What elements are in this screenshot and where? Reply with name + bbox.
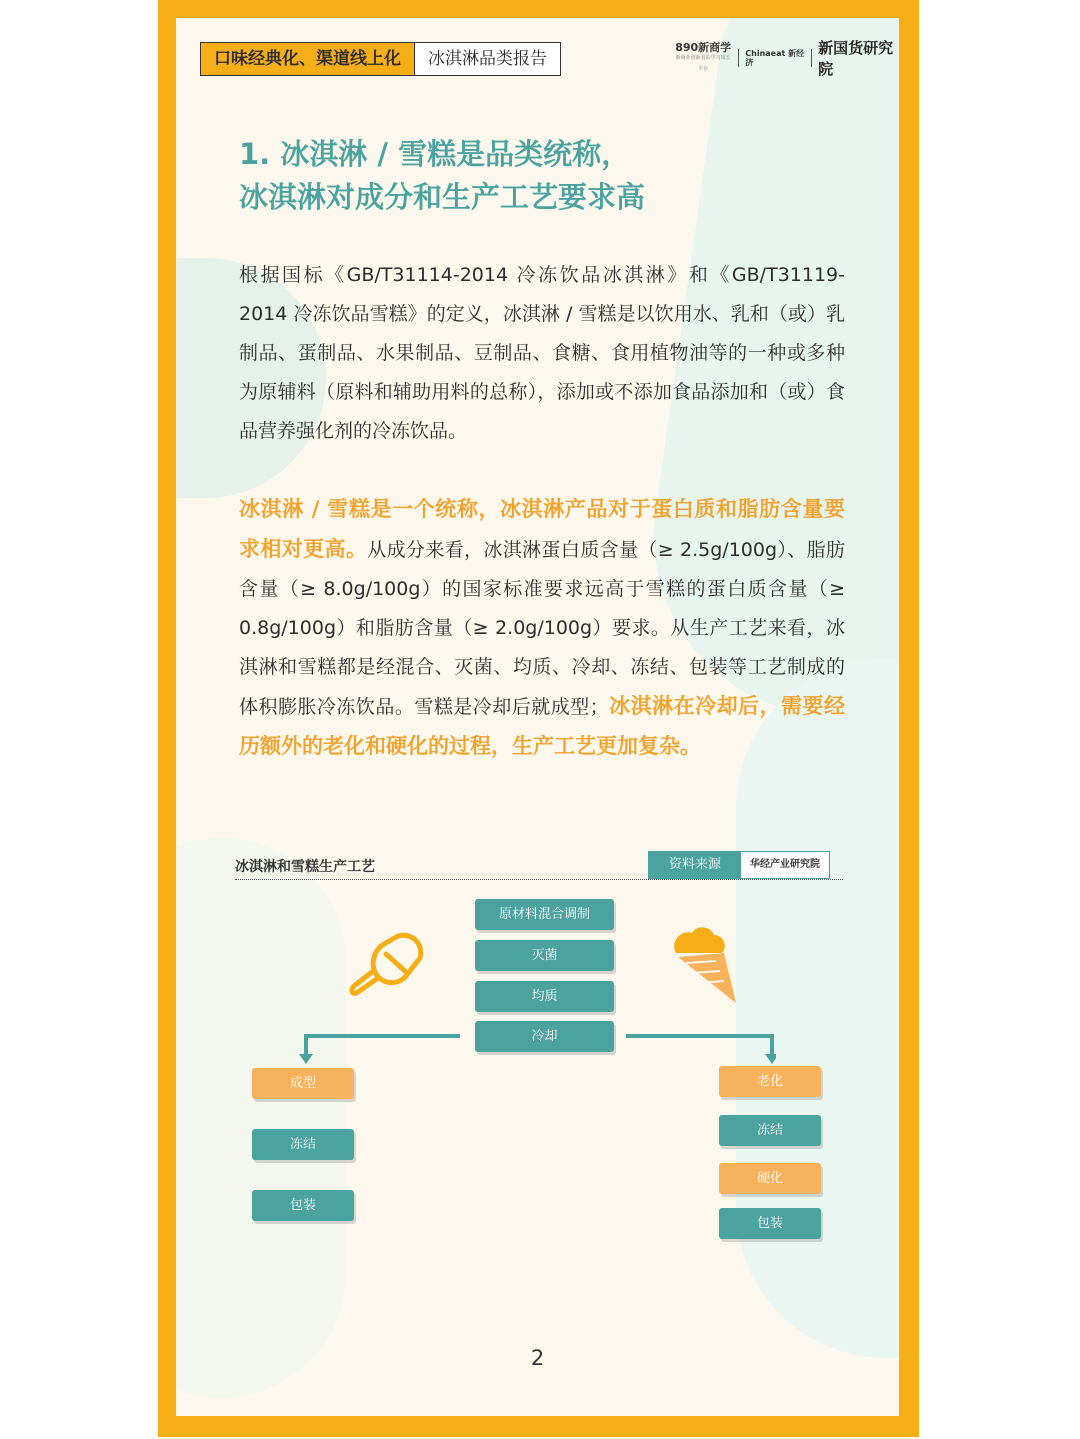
source-value: 华经产业研究院: [741, 852, 829, 878]
popsicle-icon: [346, 928, 426, 1003]
logo-research-institute: 新国货研究院: [818, 39, 894, 78]
logo-890-subtitle: 新商业创新者的学习成长平台: [675, 54, 731, 72]
step-cool: 冷却: [475, 1021, 614, 1052]
source-label: 资料来源: [649, 852, 741, 878]
popsicle-step-package: 包装: [252, 1190, 354, 1221]
icecream-step-harden: 硬化: [719, 1163, 821, 1194]
icecream-step-age: 老化: [719, 1066, 821, 1097]
icecream-step-freeze: 冻结: [719, 1115, 821, 1146]
popsicle-step-shape: 成型: [252, 1068, 354, 1099]
step-mix: 原材料混合调制: [475, 899, 614, 930]
source-badge: [648, 851, 830, 879]
ice-cream-cone-icon: [666, 923, 746, 1013]
page-number: 2: [530, 1346, 545, 1370]
highlight-text: 冰淇淋 / 雪糕是一个统称，冰淇淋产品对于蛋白质和脂肪含量要求相对更高。: [239, 497, 845, 561]
dotted-divider: [235, 879, 843, 880]
partner-logos: [674, 39, 899, 78]
step-sterilize: 灭菌: [475, 940, 614, 971]
section-title-line1: 1. 冰淇淋 / 雪糕是品类统称，: [239, 137, 631, 171]
header-tag-theme: 口味经典化、渠道线上化: [201, 43, 415, 75]
logo-divider: [738, 49, 739, 67]
paragraph-body: 从成分来看，冰淇淋蛋白质含量（≥ 2.5g/100g）、脂肪含量（≥ 8.0g/100g）的国家标准要求远高于雪糕的蛋白质含量（≥ 0.8g/100g）和脂肪含量（≥ 2.0g/100g）要求。从生产工艺来看，冰淇淋和雪糕都是经混合、灭菌、均质、冷却、冻结、包装等工艺制成的体积膨胀冷冻饮品。雪糕是冷却后就成型；: [239, 539, 845, 718]
icecream-step-package: 包装: [719, 1208, 821, 1239]
header-tag-report: 冰淇淋品类报告: [415, 43, 560, 75]
popsicle-step-freeze: 冻结: [252, 1129, 354, 1160]
section-title: [239, 133, 839, 219]
logo-divider: [811, 49, 812, 67]
header-tag: [200, 42, 561, 76]
highlight-text: 冰淇淋在冷却后，需要经历额外的老化和硬化的过程，生产工艺更加复杂。: [239, 694, 845, 758]
logo-890-text: 890新商学: [675, 40, 732, 54]
logo-890: [674, 42, 732, 75]
step-homogenize: 均质: [475, 981, 614, 1012]
diagram-title: 冰淇淋和雪糕生产工艺: [235, 859, 375, 875]
background-shape: [176, 838, 346, 1398]
comparison-paragraph: [239, 490, 845, 767]
logo-chinaeat: Chinaeat 新经济: [745, 49, 805, 67]
report-page: [176, 18, 899, 1416]
definition-paragraph: 根据国标《GB/T31114-2014 冷冻饮品冰淇淋》和《GB/T31119-2014 冷冻饮品雪糕》的定义，冰淇淋 / 雪糕是以饮用水、乳和（或）乳制品、蛋制品、水果制品、豆制品、食糖、食用植物油等的一种或多种为原辅料（原料和辅助用料的总称），添加或不添加食品添加和（或）食品营养强化剂的冷冻饮品。: [239, 264, 845, 442]
section-title-line2: 冰淇淋对成分和生产工艺要求高: [239, 180, 646, 214]
